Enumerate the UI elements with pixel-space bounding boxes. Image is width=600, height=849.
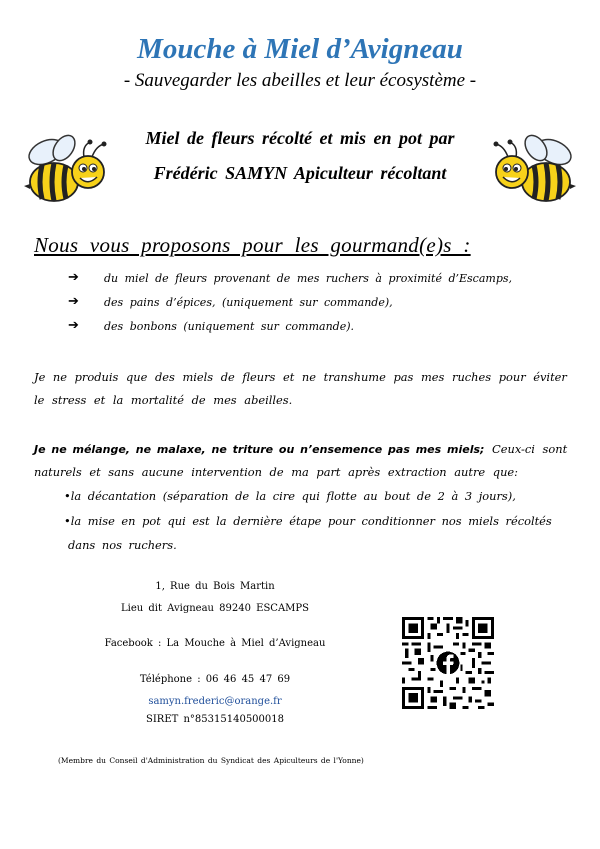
paragraph-2-rest: Ceux-ci sont <box>484 442 568 456</box>
list-item: des pains d’épices, (uniquement sur commande), <box>104 296 393 309</box>
address-line-1: 1, Rue du Bois Martin <box>155 581 275 592</box>
page-subtitle: - Sauvegarder les abeilles et leur écosystème - <box>123 70 477 91</box>
page-title: Mouche à Miel d’Avigneau <box>137 33 463 65</box>
paragraph-2-line-2: naturels et sans aucune intervention de ma part après extraction autre que: <box>34 465 518 479</box>
facebook-icon <box>435 650 460 675</box>
intro-line-2: Frédéric SAMYN Apiculteur récoltant <box>153 163 447 183</box>
bullet-item-continuation: dans nos ruchers. <box>68 538 177 552</box>
bullet-item: •la mise en pot qui est la dernière étape pour conditionner nos miels récoltés <box>64 514 552 528</box>
paragraph-1-line-1: Je ne produis que des miels de fleurs et ne transhume pas mes ruches pour éviter <box>34 370 567 384</box>
arrow-icon: ➔ <box>68 270 79 285</box>
facebook-text: Facebook : La Mouche à Miel d’Avigneau <box>104 638 326 649</box>
intro-line-1: Miel de fleurs récolté et mis en pot par <box>145 128 455 148</box>
bullet-item: •la décantation (séparation de la cire qui flotte au bout de 2 à 3 jours), <box>64 489 516 503</box>
siret-text: SIRET n°85315140500018 <box>146 714 284 725</box>
address-line-2: Lieu dit Avigneau 89240 ESCAMPS <box>120 603 309 614</box>
list-item: des bonbons (uniquement sur commande). <box>104 320 354 333</box>
email-link[interactable]: samyn.frederic@orange.fr <box>148 696 282 707</box>
phone-text: Téléphone : 06 46 45 47 69 <box>139 674 291 685</box>
arrow-icon: ➔ <box>68 318 79 333</box>
paragraph-2-bold: Je ne mélange, ne malaxe, ne triture ou n’ensemence pas mes miels; <box>34 443 485 456</box>
paragraph-1-line-2: le stress et la mortalité de mes abeilles. <box>34 393 293 407</box>
qr-code[interactable] <box>402 617 494 709</box>
arrow-icon: ➔ <box>68 294 79 309</box>
list-item: du miel de fleurs provenant de mes ruchers à proximité d’Escamps, <box>104 272 513 285</box>
footnote: (Membre du Conseil d'Administration du Syndicat des Apiculteurs de l'Yonne) <box>58 756 364 765</box>
offer-heading: Nous vous proposons pour les gourmand(e)s : <box>34 233 471 257</box>
paragraph-2-line-1 <box>34 442 567 456</box>
